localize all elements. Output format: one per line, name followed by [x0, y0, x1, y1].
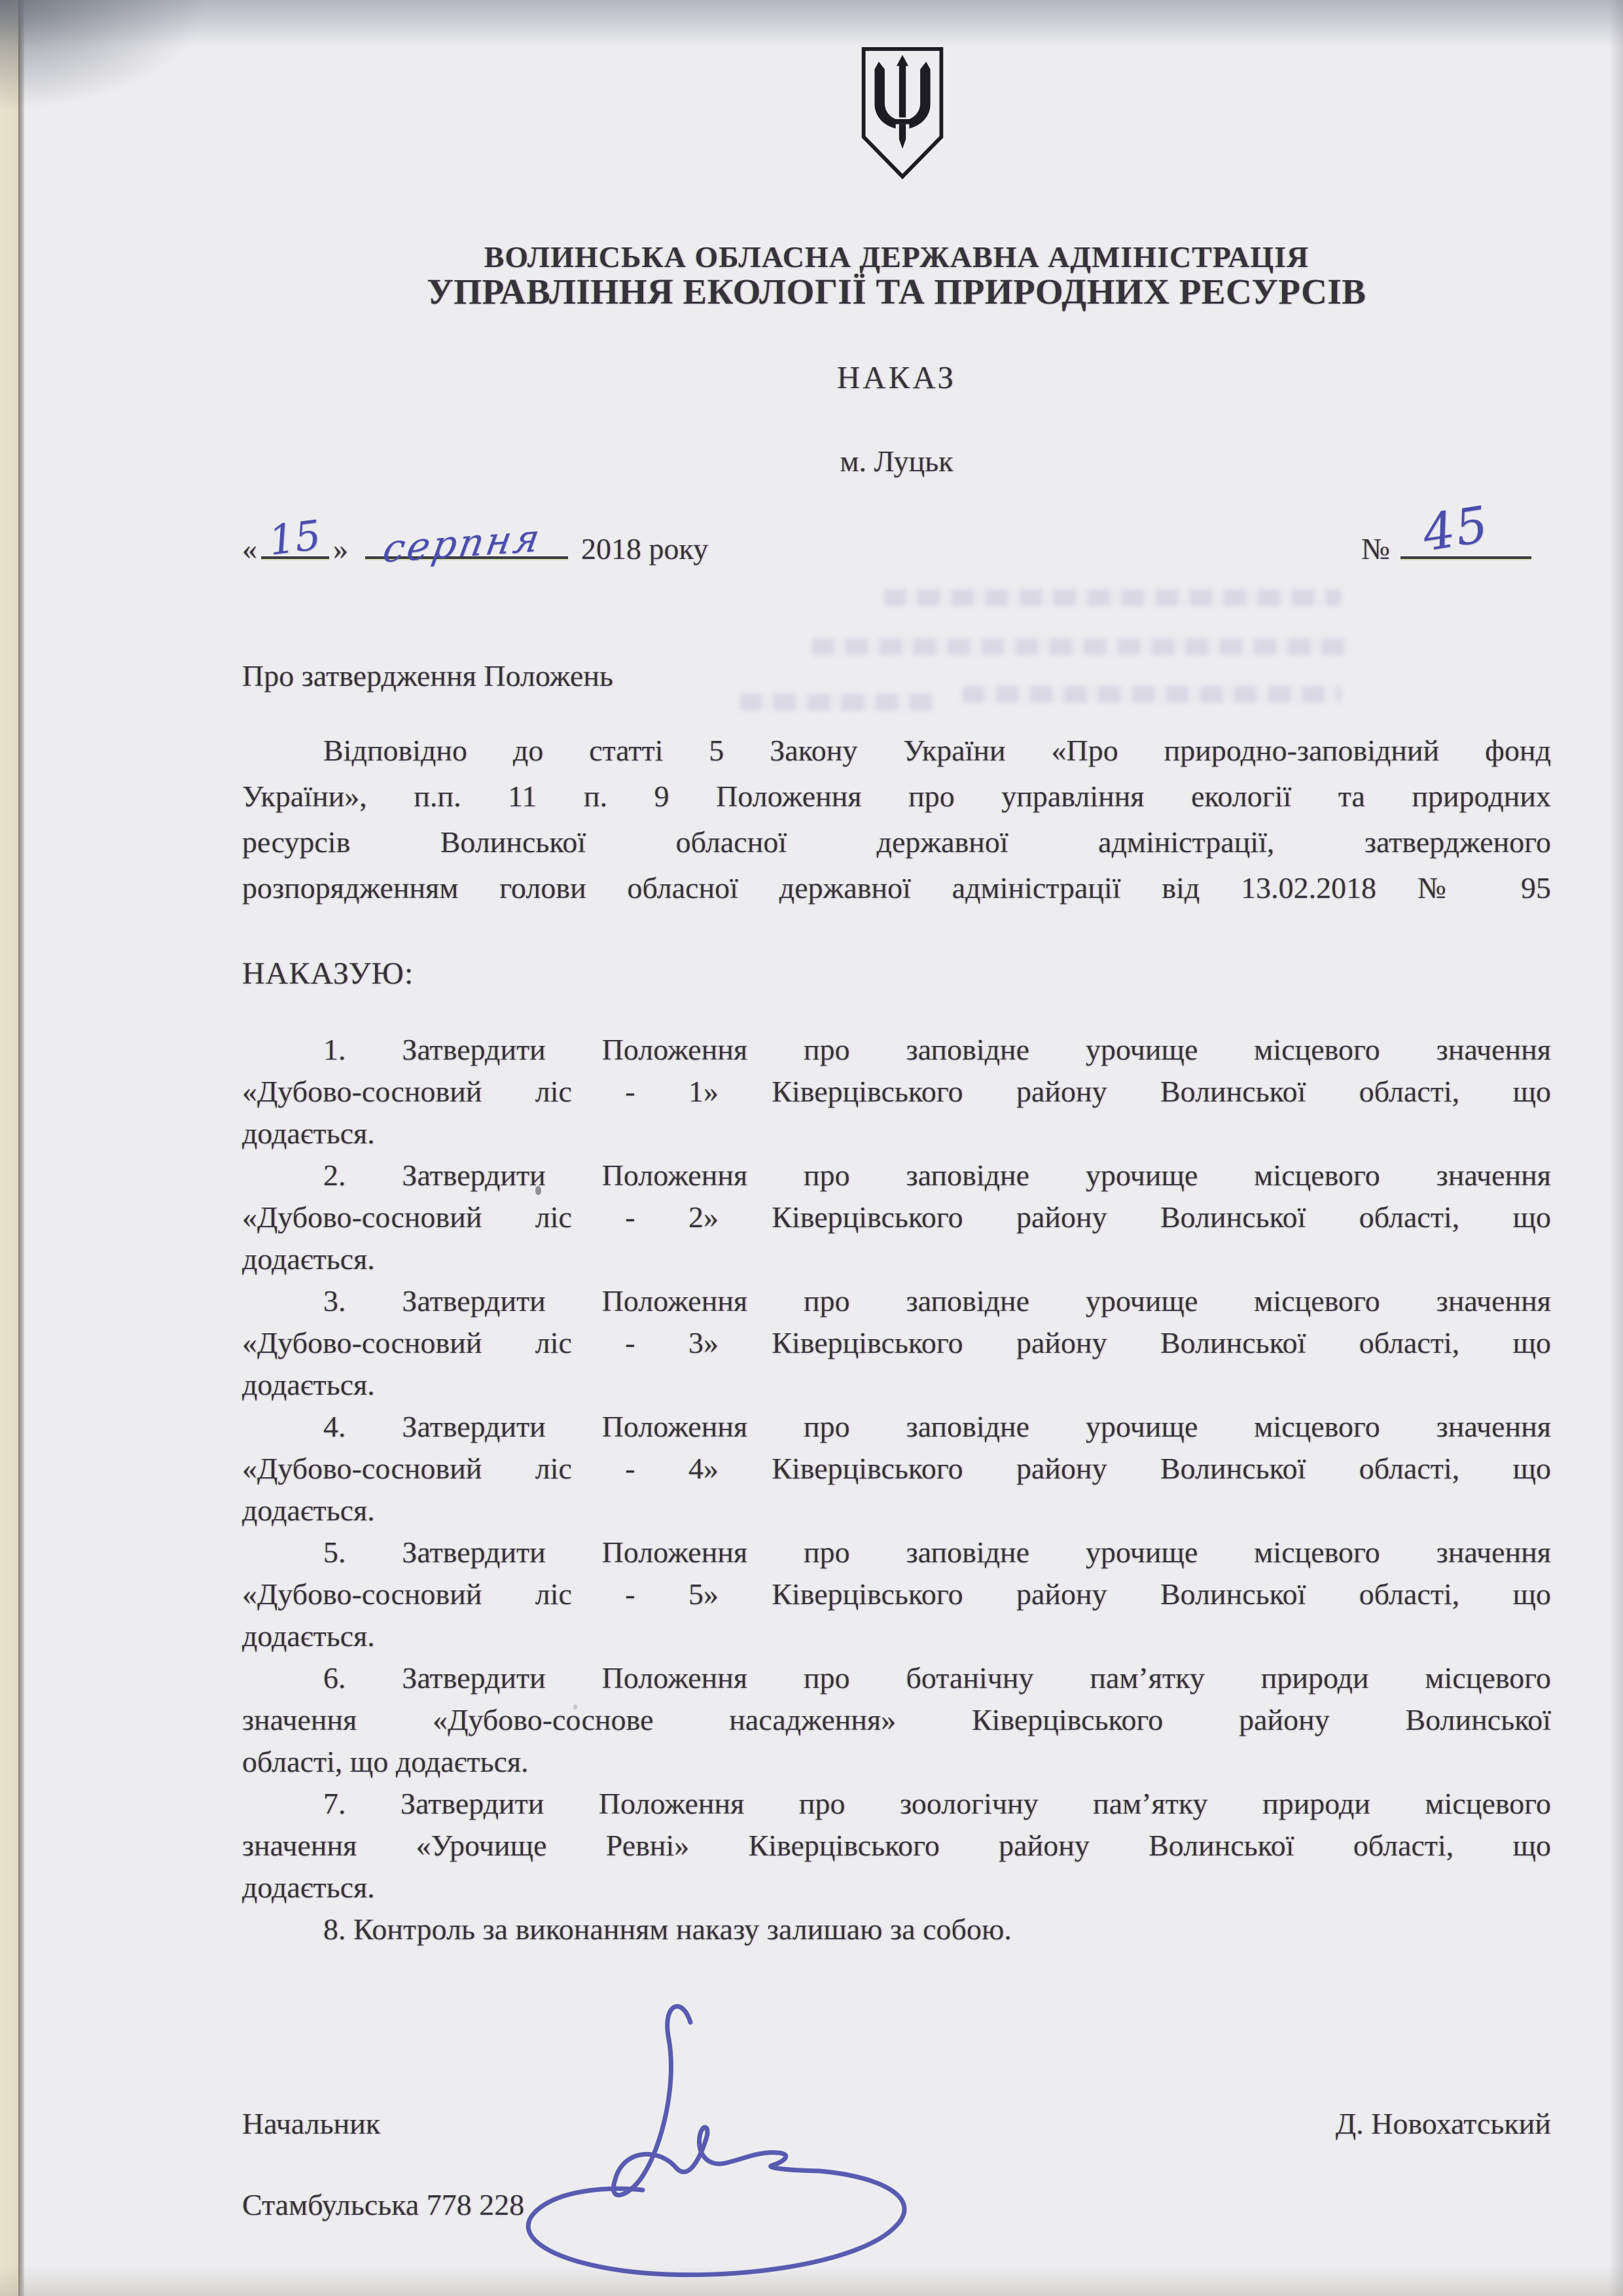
handwritten-month: серпня — [380, 515, 546, 571]
text-line: 8. Контроль за виконанням наказу залишаю за собою. — [323, 1912, 1012, 1946]
coat-of-arms-tryzub-icon — [856, 38, 949, 188]
order-keyword: НАКАЗУЮ: — [242, 956, 414, 991]
order-item — [242, 1532, 1551, 1657]
executor-line: Стамбульська 778 228 — [242, 2188, 525, 2221]
text-line: додається. — [242, 1494, 375, 1527]
org-name-line1: ВОЛИНСЬКА ОБЛАСНА ДЕРЖАВНА АДМІНІСТРАЦІЯ — [484, 240, 1310, 274]
text-line: ресурсів Волинської обласної державної адміністрації, затвердженого — [242, 825, 1551, 859]
text-line: «Дубово-сосновий ліс - 5» Ківерцівського району Волинської області, що — [242, 1577, 1551, 1611]
right-scan-shadow — [1609, 0, 1623, 2296]
text-line: 1. Затвердити Положення про заповідне урочище місцевого значення — [323, 1033, 1551, 1066]
bleedthrough-artifact — [740, 694, 936, 711]
org-name-line2: УПРАВЛІННЯ ЕКОЛОГІЇ ТА ПРИРОДНИХ РЕСУРСІВ — [427, 272, 1366, 312]
number-line — [1361, 494, 1531, 566]
handwritten-day: 15 — [266, 511, 324, 565]
subject-line: Про затвердження Положень — [242, 659, 613, 692]
paper-edge-shadow — [18, 0, 24, 2296]
text-line: значення «Урочище Ревні» Ківерцівського району Волинської області, що — [242, 1829, 1551, 1862]
month-underline — [365, 515, 568, 571]
order-item — [242, 1029, 1551, 1155]
order-item — [242, 1155, 1551, 1280]
text-line: розпорядженням голови обласної державної адміністрації від 13.02.2018 № 95 — [242, 871, 1551, 905]
bottom-scan-shadow — [0, 2266, 1623, 2296]
text-line: додається. — [242, 1368, 375, 1401]
top-scan-shadow — [0, 0, 1623, 47]
year-label: 2018 року — [581, 532, 709, 565]
text-line: України», п.п. 11 п. 9 Положення про управління екології та природних — [242, 780, 1551, 813]
text-line: «Дубово-сосновий ліс - 3» Ківерцівського району Волинської області, що — [242, 1326, 1551, 1359]
bleedthrough-artifact — [883, 589, 1342, 606]
order-item — [242, 1657, 1551, 1783]
scanner-bed-edge — [0, 0, 18, 2296]
number-label: № — [1361, 532, 1390, 565]
order-item — [242, 1909, 1551, 1950]
date-line — [242, 511, 709, 571]
signoff-name: Д. Новохатський — [1335, 2107, 1551, 2140]
top-left-corner-shadow — [0, 0, 209, 111]
order-items-list — [242, 1029, 1551, 1950]
text-line: додається. — [242, 1871, 375, 1904]
text-line: 3. Затвердити Положення про заповідне урочище місцевого значення — [323, 1284, 1551, 1318]
number-underline — [1400, 494, 1531, 563]
text-line: додається. — [242, 1619, 375, 1653]
preamble-paragraph — [242, 728, 1551, 911]
city-line: м. Луцьк — [840, 444, 954, 478]
text-line: 6. Затвердити Положення про ботанічну пам’ятку природи місцевого — [323, 1661, 1551, 1695]
handwritten-signature — [465, 1998, 975, 2292]
signoff-position: Начальник — [242, 2107, 381, 2140]
order-item — [242, 1280, 1551, 1406]
day-underline — [261, 511, 329, 565]
order-item — [242, 1783, 1551, 1909]
text-line: 4. Затвердити Положення про заповідне урочище місцевого значення — [323, 1410, 1551, 1443]
text-line: 7. Затвердити Положення про зоологічну пам’ятку природи місцевого — [323, 1787, 1551, 1820]
text-line: «Дубово-сосновий ліс - 2» Ківерцівського району Волинської області, що — [242, 1200, 1551, 1234]
text-line: 2. Затвердити Положення про заповідне урочище місцевого значення — [323, 1158, 1551, 1192]
text-line: додається. — [242, 1117, 375, 1150]
document-type-title: НАКАЗ — [836, 359, 957, 395]
bleedthrough-artifact — [812, 638, 1348, 655]
text-line: 5. Затвердити Положення про заповідне урочище місцевого значення — [323, 1535, 1551, 1569]
bleedthrough-artifact — [962, 686, 1342, 703]
handwritten-number: 45 — [1418, 494, 1493, 563]
text-line: Відповідно до статті 5 Закону України «Про природно-заповідний фонд — [323, 734, 1551, 767]
text-line: області, що додається. — [242, 1745, 529, 1778]
text-line: «Дубово-сосновий ліс - 1» Ківерцівського району Волинської області, що — [242, 1075, 1551, 1108]
text-line: «Дубово-сосновий ліс - 4» Ківерцівського району Волинської області, що — [242, 1452, 1551, 1485]
close-quote: » — [333, 532, 348, 565]
open-quote: « — [242, 532, 257, 565]
order-item — [242, 1406, 1551, 1532]
text-line: додається. — [242, 1242, 375, 1276]
text-line: значення «Дубово-соснове насадження» Ківерцівського району Волинської — [242, 1703, 1551, 1736]
